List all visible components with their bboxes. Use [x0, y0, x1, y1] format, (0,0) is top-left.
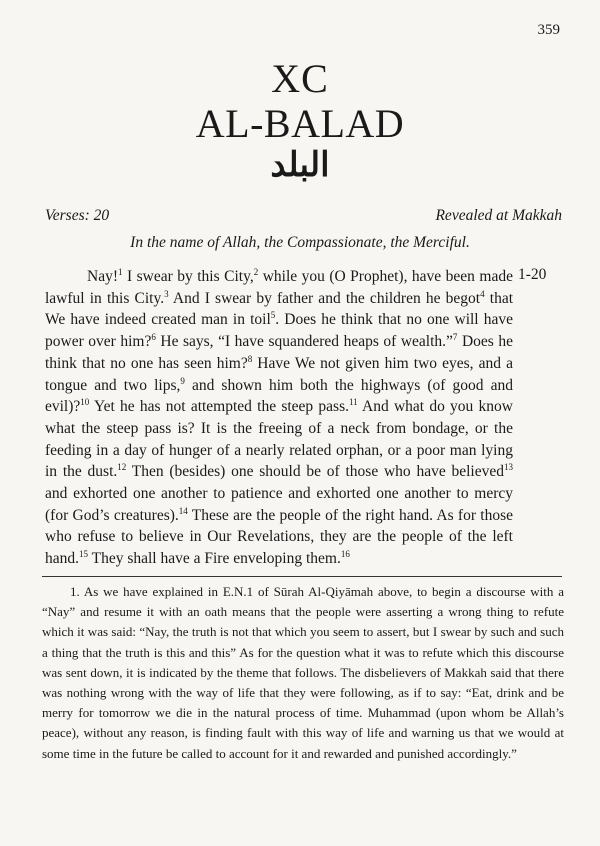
- footnote-marker[interactable]: 15: [79, 548, 89, 559]
- verse-text: and shown him both the highways (of good and evil)?: [45, 376, 513, 416]
- verse-text: They shall have a Fire enveloping them.: [88, 550, 341, 568]
- verse-range: 1-20: [518, 266, 547, 283]
- footnote-marker[interactable]: 4: [480, 288, 485, 299]
- translation-paragraph: [45, 266, 513, 570]
- arabic-title: البلد: [270, 147, 330, 184]
- footnote-marker[interactable]: 13: [504, 462, 513, 473]
- footnote-marker[interactable]: 7: [452, 331, 458, 342]
- verse-text: Does he think that no one has seen him?: [45, 333, 513, 372]
- verse-text: And what do you know what the steep pass is? It is the freeing of a neck from bondage, or the feeding in a day of hunger of a nearly related orphan, or a poor man lying in the dust.: [45, 398, 513, 481]
- verse-text: And I swear by father and the children he begot: [168, 289, 481, 307]
- verse-text: Nay!: [87, 268, 118, 285]
- footnote-marker[interactable]: 8: [247, 353, 253, 364]
- footnote-marker[interactable]: 2: [253, 266, 259, 277]
- footnote-marker[interactable]: 1: [118, 266, 123, 277]
- verse-text: and exhorted one another to patience and exhorted one another to mercy (for God’s creatures).: [45, 485, 513, 524]
- footnote-marker[interactable]: 12: [117, 462, 127, 473]
- surah-number: XC: [271, 56, 329, 101]
- verse-text: These are the people of the right hand. As for those who refuse to believe in Our Revelations, they are the people of the left hand.: [45, 506, 514, 568]
- footnote-marker[interactable]: 9: [180, 375, 185, 386]
- revelation-place: Revealed at Makkah: [435, 207, 562, 224]
- invocation: In the name of Allah, the Compassionate, the Merciful.: [130, 234, 470, 251]
- verse-text: I swear by this City,: [122, 268, 254, 285]
- verse-text: He says, “I have squandered heaps of wealth.”: [155, 333, 453, 351]
- verse-text: Have We not given him two eyes, and a tongue and two lips,: [45, 354, 513, 394]
- footnote: 1. As we have explained in E.N.1 of Sūrah Al-Qiyāmah above, to begin a discourse with a “Nay” and resume it with an oath means that the people were asserting a wrong thing to refute which it was said: “Nay, the truth is not that which you seem to assert, but I swear by such and such a thing that the truth is this and this” As for the question what it was to refute which this discourse was sent down, it is indicated by the theme that follows. The disbelievers of Makkah said that there was nothing wrong with the way of life that they were following, as if to say: “Eat, drink and be merry for tomorrow we die in the natural process of time. Muhammad (upon whom be Allah’s peace), without any reason, is finding fault with this way of life and warning us that we would at some time in the future be called to account for it and rewarded and punished accordingly.”: [42, 584, 564, 761]
- footnote-marker[interactable]: 11: [348, 397, 358, 408]
- footnote-divider: [42, 576, 562, 577]
- footnote-marker[interactable]: 5: [270, 310, 276, 321]
- verse-text: Then (besides) one should be of those who have believed: [126, 463, 504, 481]
- verses-count: Verses: 20: [45, 207, 110, 224]
- translation-text: [45, 266, 513, 570]
- page-number: 359: [537, 22, 560, 38]
- footnote-marker[interactable]: 16: [340, 548, 350, 559]
- verse-text: Yet he has not attempted the steep pass.: [89, 398, 349, 416]
- footnote-marker[interactable]: 10: [80, 397, 90, 408]
- verse-text: . Does he think that no one will have power over him?: [45, 311, 514, 351]
- verse-text: that We have indeed created man in toil: [45, 289, 514, 329]
- footnote-marker[interactable]: 14: [178, 505, 188, 516]
- footnote-marker[interactable]: 6: [151, 331, 156, 342]
- footnote-marker[interactable]: 3: [164, 288, 169, 299]
- verse-text: while you (O Prophet), have been made lawful in this City.: [45, 268, 513, 307]
- surah-name: AL-BALAD: [195, 101, 405, 146]
